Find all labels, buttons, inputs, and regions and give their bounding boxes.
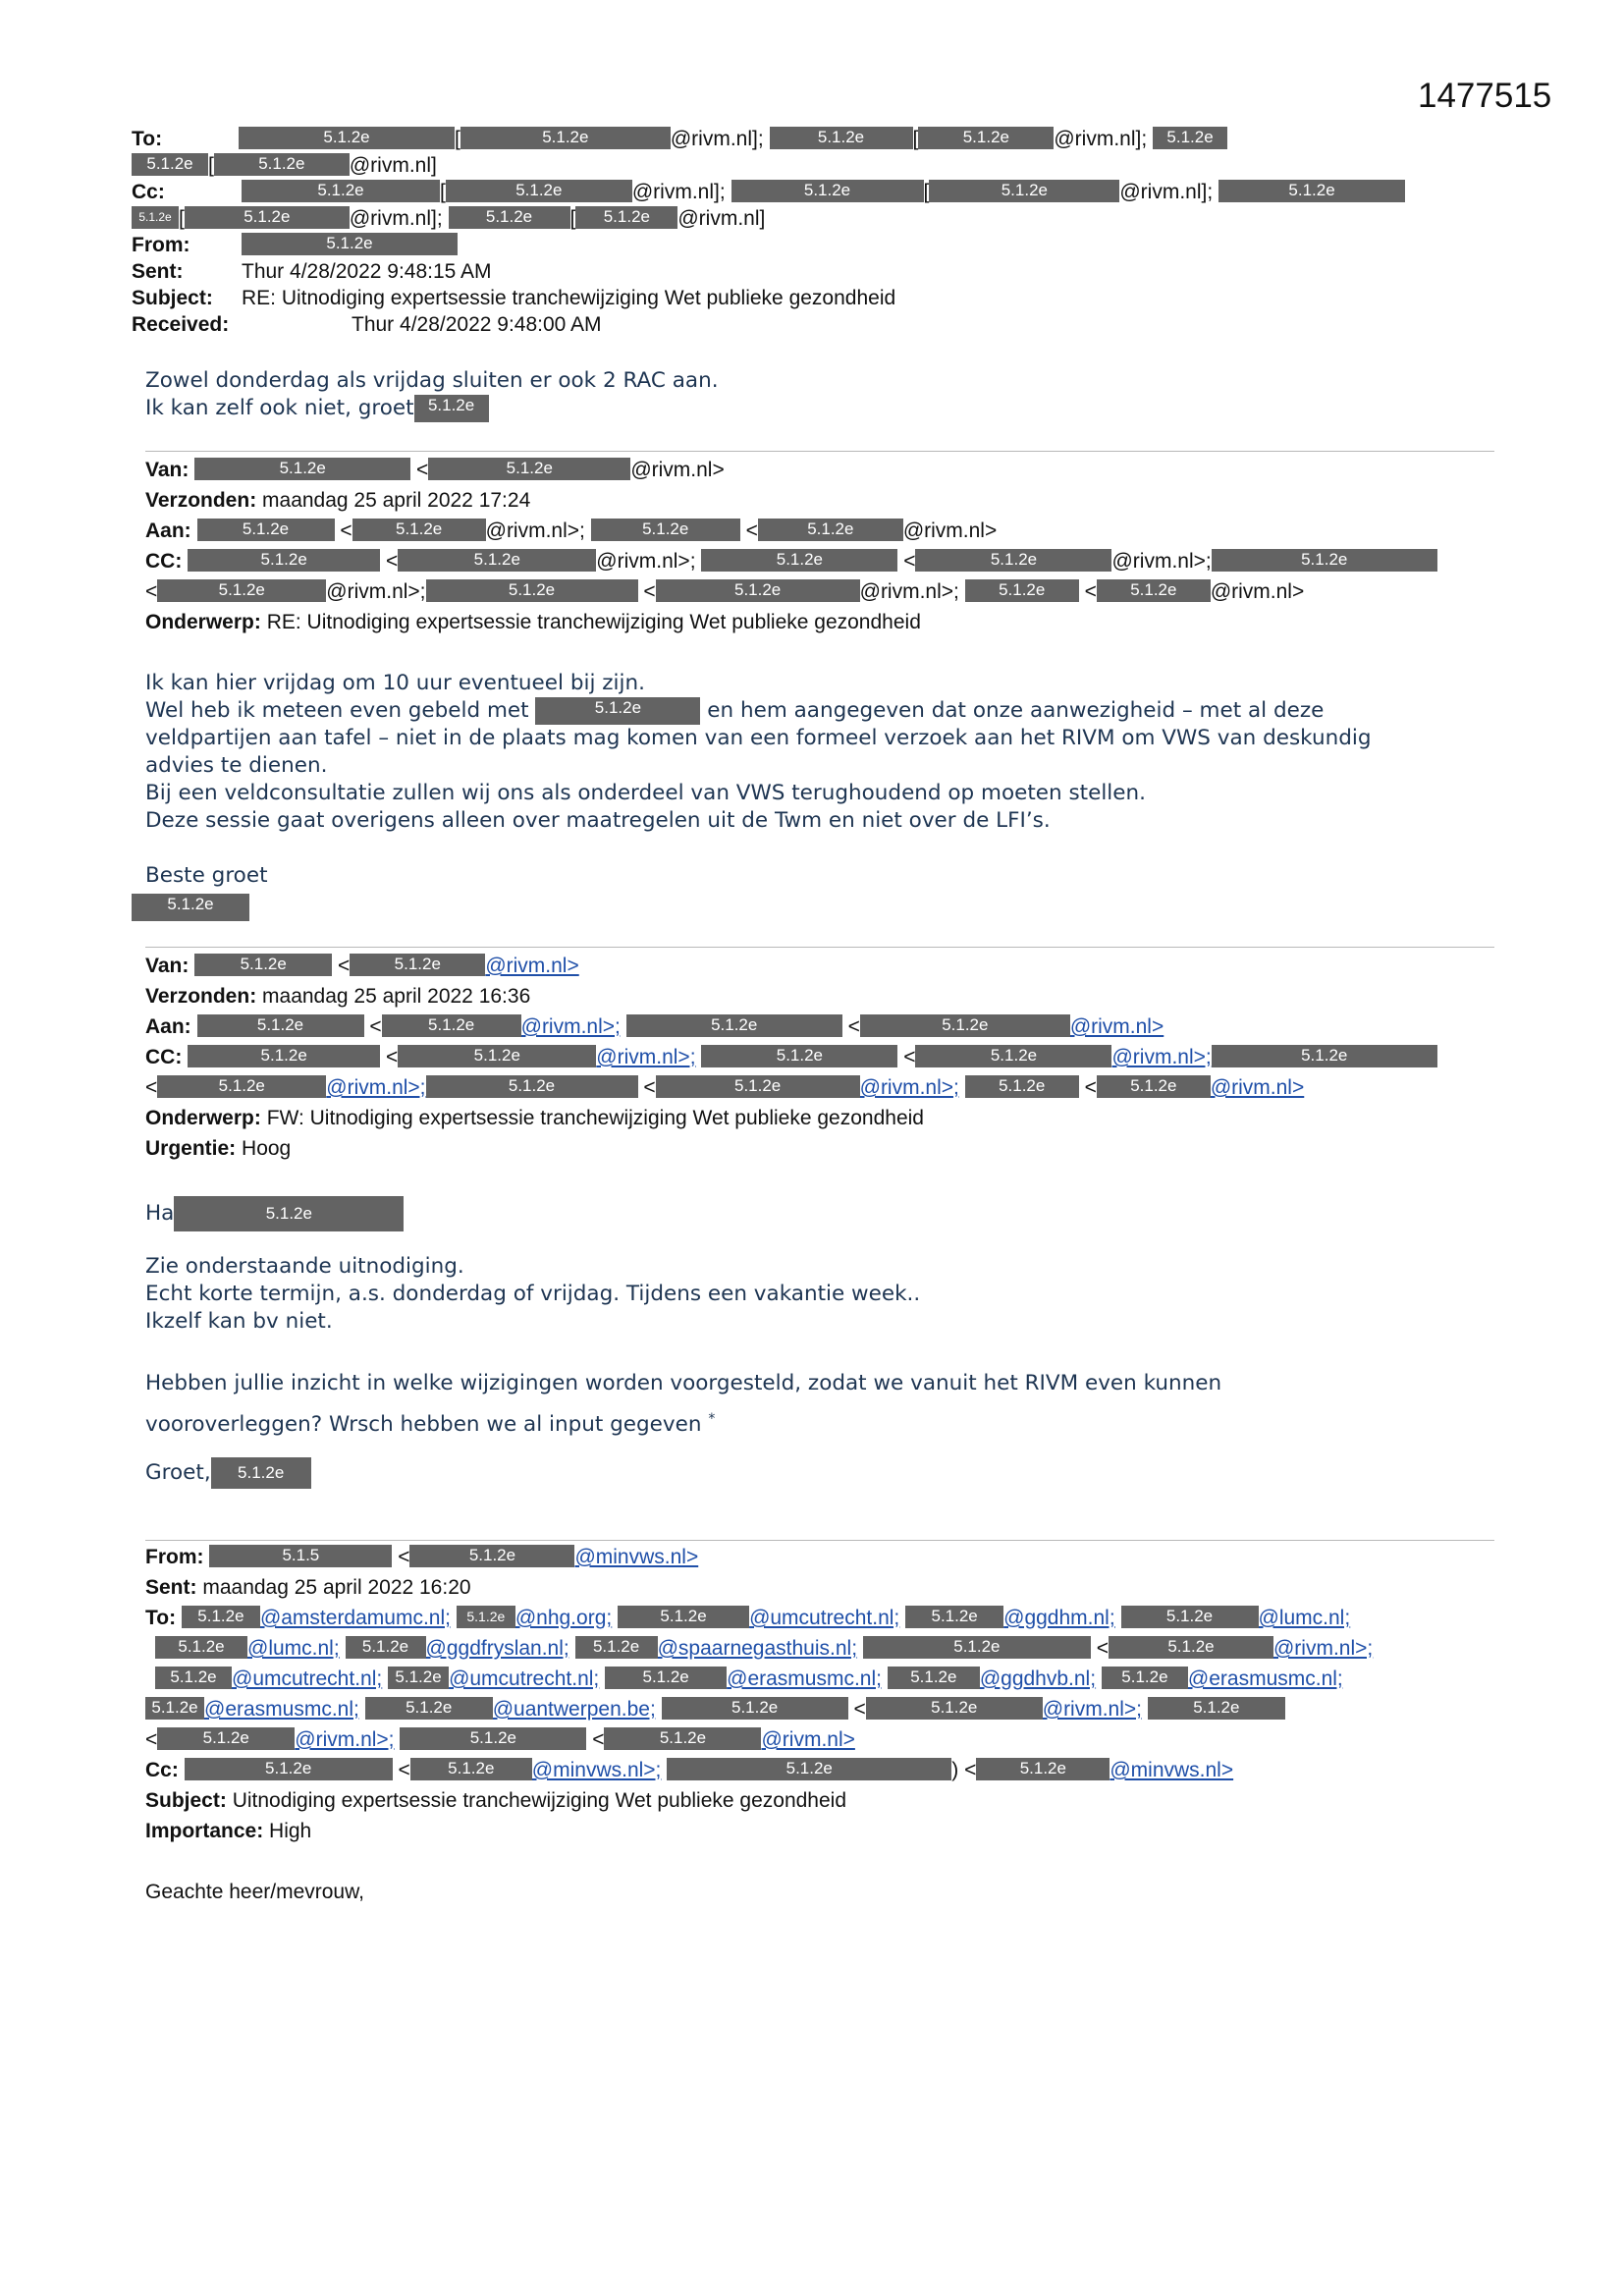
- body-line: vooroverleggen? Wrsch hebben we al input gegeven *: [145, 1411, 716, 1438]
- redaction: 5.1.2e: [239, 127, 455, 149]
- redaction: 5.1.2e: [1212, 549, 1437, 572]
- cc-row-cont: < 5.1.2e @rivm.nl>; 5.1.2e < 5.1.2e @rivm.nl>; 5.1.2e < 5.1.2e @rivm.nl>: [145, 579, 1305, 603]
- bracket: [: [179, 207, 185, 230]
- email-link[interactable]: @lumc.nl;: [1258, 1607, 1351, 1629]
- redaction: 5.1.2e: [155, 1667, 232, 1689]
- redaction: 5.1.2e: [382, 1014, 521, 1037]
- closing-line: Groet, 5.1.2e: [145, 1457, 1500, 1489]
- redaction: 5.1.2e: [976, 1758, 1110, 1780]
- cc-row-cont: [132, 205, 1487, 232]
- redaction: 5.1.2e: [194, 458, 410, 480]
- verzonden-label: Verzonden:: [145, 985, 257, 1008]
- email-link[interactable]: @rivm.nl>: [1069, 1015, 1164, 1038]
- redaction: 5.1.2e: [605, 1667, 727, 1689]
- redaction: 5.1.2e: [398, 1045, 596, 1067]
- cc-label: Cc:: [145, 1759, 179, 1781]
- body-line-with-redaction: Wel heb ik meteen even gebeld met 5.1.2e en hem aangegeven dat onze aanwezigheid – met al deze: [145, 698, 1325, 723]
- received-label: Received:: [132, 313, 230, 336]
- message-2-body: [145, 670, 1500, 890]
- redaction: 5.1.2e: [1121, 1606, 1259, 1628]
- cc-row: [132, 179, 1487, 205]
- verzonden-value: maandag 25 april 2022 17:24: [262, 489, 531, 512]
- van-row: Van: 5.1.2e < 5.1.2e @rivm.nl>: [145, 954, 579, 977]
- redaction: 5.1.2e: [145, 1697, 204, 1720]
- redaction: 5.1.2e: [398, 549, 596, 572]
- body-line: Bij een veldconsultatie zullen wij ons als onderdeel van VWS terughoudend op moeten stellen.: [145, 781, 1146, 805]
- body-line: Deze sessie gaat overigens alleen over maatregelen uit de Twm en niet over de LFI’s.: [145, 808, 1051, 833]
- body-line-with-redaction: Ik kan zelf ook niet, groet 5.1.2e: [145, 395, 1500, 422]
- document-id: 1477515: [1418, 77, 1552, 115]
- bracket: [: [208, 154, 214, 177]
- aan-row: Aan: 5.1.2e < 5.1.2e @rivm.nl>; 5.1.2e < 5.1.2e @rivm.nl>: [145, 1014, 1164, 1038]
- bracket: [: [912, 128, 919, 150]
- subject-label: Subject:: [145, 1789, 227, 1812]
- email-link[interactable]: @ggdhm.nl;: [1003, 1607, 1115, 1629]
- van-label: Van:: [145, 459, 189, 481]
- email-domain: @rivm.nl];: [1054, 128, 1148, 150]
- email-link[interactable]: @erasmusmc.nl;: [204, 1698, 359, 1721]
- redaction: 5.1.2e: [965, 579, 1079, 602]
- urgentie-value: Hoog: [242, 1137, 292, 1160]
- redaction: 5.1.2e: [1148, 1697, 1285, 1720]
- angle-bracket: <: [416, 459, 429, 481]
- redaction: 5.1.2e: [182, 1606, 260, 1628]
- to-row: [145, 1603, 1500, 1633]
- to-row-cont: 5.1.2e @lumc.nl; 5.1.2e @ggdfryslan.nl; 5.1.2e @spaarnegasthuis.nl; 5.1.2e < 5.1.2e @rivm.nl>;: [145, 1633, 1500, 1664]
- redaction: 5.1.2e: [1102, 1667, 1188, 1689]
- email-domain: @rivm.nl>;: [1111, 550, 1212, 573]
- email-link[interactable]: @lumc.nl;: [247, 1637, 340, 1660]
- redaction: 5.1.2e: [888, 1667, 980, 1689]
- onderwerp-label: Onderwerp:: [145, 611, 261, 633]
- redaction: 5.1.2e: [860, 1014, 1070, 1037]
- onderwerp-label: Onderwerp:: [145, 1107, 261, 1129]
- email-link[interactable]: @rivm.nl>;: [596, 1046, 696, 1068]
- redaction: 5.1.2e: [460, 127, 671, 149]
- cc-row: CC: 5.1.2e < 5.1.2e @rivm.nl>; 5.1.2e < 5.1.2e @rivm.nl>; 5.1.2e: [145, 546, 1500, 576]
- email-domain: @rivm.nl>;: [596, 550, 696, 573]
- email-link[interactable]: @umcutrecht.nl;: [749, 1607, 900, 1629]
- redaction: 5.1.2e: [918, 127, 1054, 149]
- redaction: 5.1.2e: [626, 1014, 842, 1037]
- cc-row-cont: < 5.1.2e @rivm.nl>; 5.1.2e < 5.1.2e @rivm.nl>; 5.1.2e < 5.1.2e @rivm.nl>: [145, 1075, 1305, 1099]
- redaction: 5.1.2e: [770, 127, 913, 149]
- email-link[interactable]: @rivm.nl>;: [1272, 1637, 1374, 1660]
- body-line: Zowel donderdag als vrijdag sluiten er ook 2 RAC aan.: [145, 368, 719, 393]
- van-label: Van:: [145, 955, 189, 977]
- received-row: [132, 311, 1487, 338]
- aan-label: Aan:: [145, 519, 191, 542]
- redaction: 5.1.2e: [866, 1697, 1043, 1720]
- email-link[interactable]: @erasmusmc.nl;: [727, 1667, 882, 1690]
- redaction: 5.1.2e: [194, 954, 332, 976]
- email-link[interactable]: @umcutrecht.nl;: [232, 1667, 383, 1690]
- onderwerp-value: RE: Uitnodiging expertsessie tranchewijziging Wet publieke gezondheid: [266, 611, 921, 633]
- redaction: 5.1.2e: [731, 180, 924, 202]
- redaction: 5.1.2e: [701, 549, 897, 572]
- redaction: 5.1.2e: [905, 1606, 1003, 1628]
- email-link[interactable]: @ggdhvb.nl;: [979, 1667, 1097, 1690]
- cc-row: CC: 5.1.2e < 5.1.2e @rivm.nl>; 5.1.2e < 5.1.2e @rivm.nl>; 5.1.2e: [145, 1042, 1500, 1072]
- salutation: Geachte heer/mevrouw,: [145, 1881, 364, 1903]
- message-3-question: [145, 1365, 1500, 1443]
- subject-value: Uitnodiging expertsessie tranchewijziging Wet publieke gezondheid: [232, 1789, 847, 1812]
- redaction: 5.1.2e: [155, 1636, 247, 1659]
- message-3-body-cont: [145, 1253, 1500, 1336]
- body-line: advies te dienen.: [145, 753, 328, 778]
- subject-row: [145, 1785, 1500, 1816]
- van-row: [145, 455, 1500, 485]
- redaction: 5.1.2e: [604, 1727, 761, 1750]
- redaction: 5.1.2e: [211, 1457, 311, 1489]
- email-link[interactable]: @rivm.nl>;: [859, 1076, 959, 1099]
- redaction: 5.1.2e: [758, 519, 903, 541]
- body-line: Beste groet: [145, 863, 268, 888]
- message-4-header: [145, 1542, 1500, 1907]
- email-domain: @rivm.nl>: [630, 459, 725, 481]
- redaction: 5.1.2e: [656, 579, 860, 602]
- redaction: 5.1.2e: [965, 1075, 1079, 1098]
- redaction: 5.1.2e: [1097, 1075, 1211, 1098]
- to-row: [132, 126, 1487, 152]
- redaction: 5.1.2e: [242, 180, 440, 202]
- redaction: 5.1.2e: [1218, 180, 1405, 202]
- urgentie-label: Urgentie:: [145, 1137, 237, 1160]
- redaction: 5.1.2e: [365, 1697, 493, 1720]
- email-link[interactable]: @rivm.nl>;: [295, 1728, 395, 1751]
- redaction: 5.1.2e: [174, 1196, 404, 1231]
- redaction: 5.1.2e: [618, 1606, 749, 1628]
- redaction: 5.1.2e: [157, 1727, 295, 1750]
- to-row-cont: [132, 152, 1487, 179]
- from-label: From:: [132, 234, 190, 256]
- body-line: Echt korte termijn, a.s. donderdag of vrijdag. Tijdens een vakantie week..: [145, 1282, 921, 1306]
- cc-label: CC:: [145, 550, 183, 573]
- redaction: 5.1.2e: [591, 519, 740, 541]
- cc-label: CC:: [145, 1046, 183, 1068]
- redaction: 5.1.2e: [188, 1045, 380, 1067]
- email-domain: @rivm.nl>: [1210, 580, 1305, 603]
- email-link[interactable]: @rivm.nl>: [1210, 1076, 1305, 1099]
- email-domain: @rivm.nl>;: [326, 580, 426, 603]
- importance-label: Importance:: [145, 1820, 264, 1842]
- greeting-line: Ha 5.1.2e: [145, 1196, 1500, 1231]
- onderwerp-value: FW: Uitnodiging expertsessie tranchewijziging Wet publieke gezondheid: [266, 1107, 924, 1129]
- email-domain: @rivm.nl];: [1119, 181, 1214, 203]
- separator: [145, 947, 1494, 948]
- redaction: 5.1.2e: [197, 519, 335, 541]
- onderwerp-row: [145, 607, 1500, 637]
- redaction: 5.1.2e: [915, 1045, 1111, 1067]
- subject-label: Subject:: [132, 287, 213, 309]
- message-3-closing: [145, 1457, 1500, 1489]
- to-label: To:: [132, 128, 163, 150]
- cc-row: Cc: 5.1.2e < 5.1.2e @minvws.nl>; 5.1.2e ) < 5.1.2e @minvws.nl>: [145, 1758, 1234, 1781]
- from-label: From:: [145, 1546, 204, 1568]
- redaction: 5.1.2e: [197, 1014, 364, 1037]
- redaction: 5.1.2e: [1109, 1636, 1273, 1659]
- redaction: 5.1.2e: [410, 1758, 532, 1780]
- verzonden-row: [145, 981, 1500, 1011]
- subject-row: [132, 285, 1487, 311]
- cc-label: Cc:: [132, 181, 165, 203]
- email-link[interactable]: @nhg.org;: [514, 1607, 613, 1629]
- from-row: From: 5.1.5 < 5.1.2e @minvws.nl>: [145, 1545, 699, 1568]
- redaction: 5.1.2e: [457, 1606, 515, 1628]
- redaction: 5.1.2e: [915, 549, 1111, 572]
- email-link[interactable]: @amsterdamumc.nl;: [259, 1607, 451, 1629]
- redaction: 5.1.2e: [1097, 579, 1211, 602]
- body-line: Zie onderstaande uitnodiging.: [145, 1254, 464, 1279]
- from-row: [132, 232, 1487, 258]
- subject-value: RE: Uitnodiging expertsessie tranchewijziging Wet publieke gezondheid: [242, 287, 896, 309]
- separator: [145, 451, 1494, 452]
- redaction: 5.1.2e: [929, 180, 1119, 202]
- sent-label: Sent:: [145, 1576, 197, 1599]
- redaction: 5.1.2e: [446, 180, 632, 202]
- redaction: 5.1.2e: [575, 1636, 658, 1659]
- message-3-header: [145, 951, 1500, 1164]
- urgentie-row: [145, 1133, 1500, 1164]
- redaction: 5.1.2e: [535, 697, 700, 725]
- body-line: veldpartijen aan tafel – niet in de plaats mag komen van een formeel verzoek aan het RIVM om VWS van deskundig: [145, 726, 1372, 750]
- redaction: 5.1.2e: [388, 1667, 449, 1689]
- importance-value: High: [269, 1820, 312, 1842]
- email-link[interactable]: @umcutrecht.nl;: [449, 1667, 600, 1690]
- email-link[interactable]: @rivm.nl>: [485, 955, 579, 977]
- body-line: Hebben jullie inzicht in welke wijzigingen worden voorgesteld, zodat we vanuit het RIVM even kunnen: [145, 1371, 1222, 1395]
- email-domain: @rivm.nl];: [670, 128, 764, 150]
- redaction: 5.1.2e: [242, 233, 458, 255]
- onderwerp-row: [145, 1103, 1500, 1133]
- body-line: Ikzelf kan bv niet.: [145, 1309, 333, 1334]
- email-domain: @rivm.nl];: [631, 181, 726, 203]
- redaction: 5.1.2e: [352, 519, 486, 541]
- redaction: 5.1.2e: [1212, 1045, 1437, 1067]
- sent-label: Sent:: [132, 260, 184, 283]
- sent-value: Thur 4/28/2022 9:48:15 AM: [242, 260, 492, 283]
- redaction: 5.1.2e: [426, 579, 638, 602]
- email-link[interactable]: @rivm.nl>;: [1042, 1698, 1142, 1721]
- redaction: 5.1.2e: [1153, 127, 1227, 149]
- separator: [145, 1540, 1494, 1541]
- redaction: 5.1.2e: [656, 1075, 860, 1098]
- verzonden-row: [145, 485, 1500, 516]
- redaction: 5.1.2e: [701, 1045, 897, 1067]
- redaction: 5.1.2e: [449, 206, 570, 229]
- email-link[interactable]: @rivm.nl>: [761, 1728, 855, 1751]
- email-link[interactable]: @erasmusmc.nl;: [1187, 1667, 1343, 1690]
- email-link[interactable]: @uantwerpen.be;: [492, 1698, 656, 1721]
- bracket: [: [923, 181, 930, 203]
- email-domain: @rivm.nl>: [902, 519, 998, 542]
- footnote-mark: *: [708, 1411, 716, 1427]
- redaction: 5.1.2e: [414, 395, 489, 422]
- bracket: [: [569, 207, 576, 230]
- redaction: 5.1.2e: [667, 1758, 951, 1780]
- email-link[interactable]: @spaarnegasthuis.nl;: [657, 1637, 858, 1660]
- redaction: 5.1.2e: [185, 206, 350, 229]
- email-link[interactable]: @rivm.nl>;: [326, 1076, 426, 1099]
- redaction: 5.1.2e: [428, 458, 630, 480]
- message-2-header: [145, 455, 1500, 637]
- redaction: 5.1.2e: [350, 954, 485, 976]
- signature-redaction: 5.1.2e: [132, 894, 249, 921]
- top-email-header: [132, 126, 1487, 338]
- to-row-cont: 5.1.2e @erasmusmc.nl; 5.1.2e @uantwerpen.be; 5.1.2e < 5.1.2e @rivm.nl>; 5.1.2e: [145, 1694, 1500, 1724]
- redaction: 5.1.2e: [157, 579, 326, 602]
- redaction: 5.1.2e: [214, 153, 350, 176]
- redaction: 5.1.2e: [409, 1545, 574, 1567]
- bracket: [: [440, 181, 446, 203]
- to-row-cont: < 5.1.2e @rivm.nl>; 5.1.2e < 5.1.2e @rivm.nl>: [145, 1727, 855, 1751]
- redaction: 5.1.2e: [863, 1636, 1091, 1659]
- bracket: [: [455, 128, 460, 150]
- importance-row: [145, 1816, 1500, 1846]
- verzonden-label: Verzonden:: [145, 489, 257, 512]
- email-domain: @rivm.nl>;: [859, 580, 959, 603]
- email-link[interactable]: @ggdfryslan.nl;: [425, 1637, 569, 1660]
- body-line: Ik kan hier vrijdag om 10 uur eventueel bij zijn.: [145, 671, 645, 695]
- sent-row: [132, 258, 1487, 285]
- redaction: 5.1.2e: [132, 153, 208, 176]
- aan-label: Aan:: [145, 1015, 191, 1038]
- redaction: 5.1.2e: [188, 549, 380, 572]
- redaction: 5.1.2e: [575, 206, 677, 229]
- redaction: 5.1.2e: [400, 1727, 586, 1750]
- redaction: 5.1.2e: [662, 1697, 848, 1720]
- sent-row: [145, 1572, 1500, 1603]
- redaction: 5.1.2e: [426, 1075, 638, 1098]
- aan-row: Aan: 5.1.2e < 5.1.2e @rivm.nl>; 5.1.2e < 5.1.2e @rivm.nl>: [145, 519, 998, 542]
- message-3-body: [145, 1196, 1500, 1231]
- email-domain: @rivm.nl]: [349, 154, 437, 177]
- email-link[interactable]: @rivm.nl>;: [520, 1015, 621, 1038]
- email-domain: @rivm.nl]: [677, 207, 766, 230]
- redaction: 5.1.2e: [157, 1075, 326, 1098]
- email-link[interactable]: @rivm.nl>;: [1111, 1046, 1212, 1068]
- email-link[interactable]: @minvws.nl>: [1110, 1759, 1234, 1781]
- redaction: 5.1.2e: [132, 206, 179, 229]
- verzonden-value: maandag 25 april 2022 16:36: [262, 985, 531, 1008]
- email-link[interactable]: @minvws.nl>;: [531, 1759, 662, 1781]
- email-link[interactable]: @minvws.nl>: [574, 1546, 699, 1568]
- email-domain: @rivm.nl>;: [485, 519, 585, 542]
- redaction: 5.1.2e: [185, 1758, 393, 1780]
- to-label: To:: [145, 1607, 177, 1629]
- sent-value: maandag 25 april 2022 16:20: [202, 1576, 471, 1599]
- message-1-body: [145, 367, 1500, 422]
- email-domain: @rivm.nl];: [349, 207, 443, 230]
- redaction: 5.1.2e: [346, 1636, 426, 1659]
- to-row-cont: [145, 1664, 1500, 1694]
- received-value: Thur 4/28/2022 9:48:00 AM: [352, 313, 602, 336]
- redaction: 5.1.5: [209, 1545, 392, 1567]
